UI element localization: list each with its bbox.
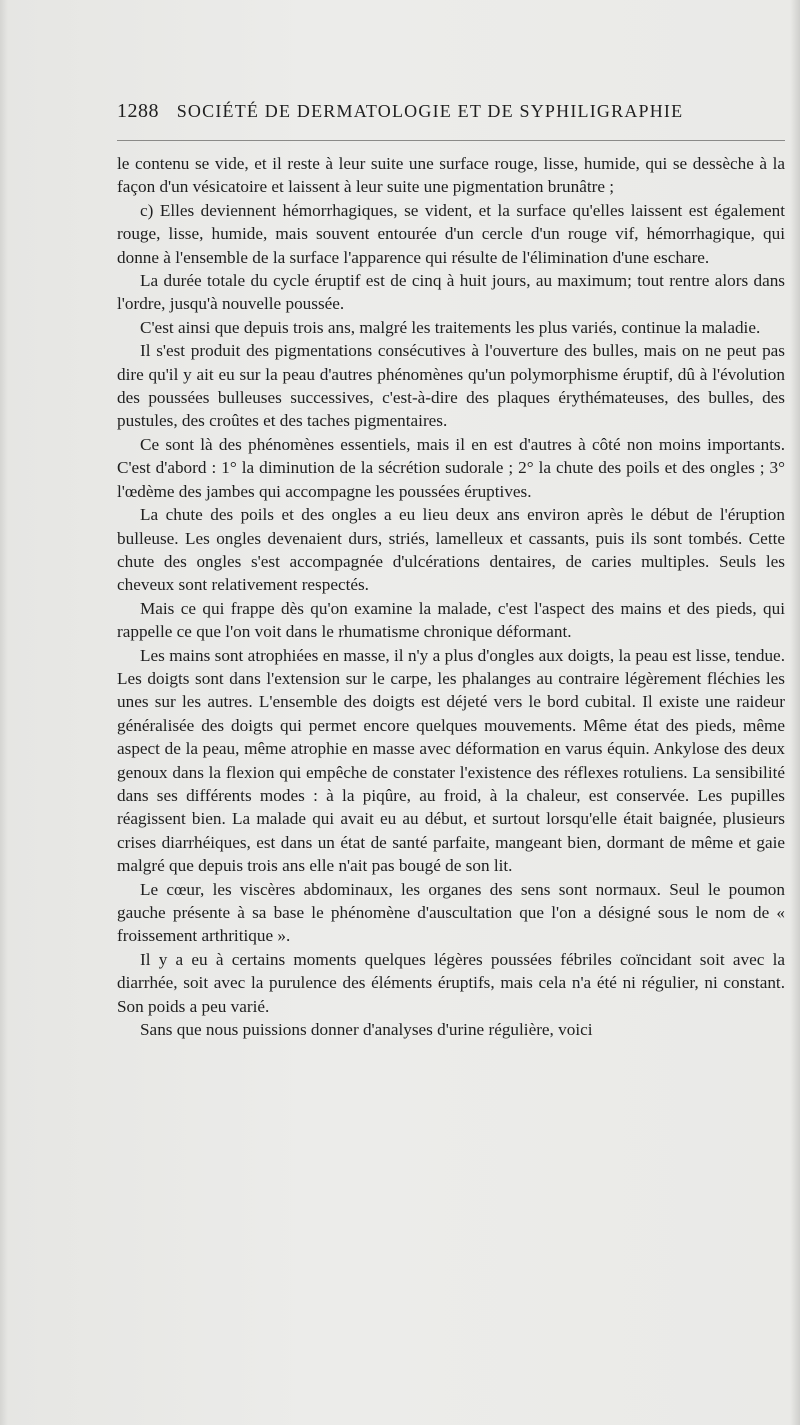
running-header — [117, 100, 787, 130]
body-text — [117, 152, 785, 1041]
paragraph-hands-atrophy: Les mains sont atrophiées en masse, il n'y a plus d'ongles aux doigts, la peau est lisse, tendue. Les doigts sont dans l'extension sur le carpe, les phalanges au contraire légèrement fléchies les unes sur les autres. L'ensemble des doigts est déjeté vers le bord cubital. Il existe une raideur généralisée des doigts qui permet encore quelques mouvements. Même état des pieds, même aspect de la peau, même atrophie en masse avec déformation en varus équin. Ankylose des deux genoux dans la flexion qui empêche de constater l'existence des réflexes rotuliens. La sensibilité dans ses différents modes : à la piqûre, au froid, à la chaleur, est conservée. Les pupilles réagissent bien. La malade qui avait eu au début, et surtout lorsqu'elle était baignée, plusieurs crises diarrhéiques, est dans un état de santé parfaite, mangeant bien, dormant de même et gaie malgré que depuis trois ans elle n'ait pas bougé de son lit. — [117, 645, 785, 876]
header-rule — [117, 140, 785, 141]
paragraph-cycle-duration: La durée totale du cycle éruptif est de cinq à huit jours, au maximum; tout rentre alors dans l'ordre, jusqu'à nouvelle poussée. — [117, 271, 785, 314]
paragraph-haemorrhagic-bullae: c) Elles deviennent hémorrhagiques, se vident, et la surface qu'elles laissent est également rouge, lisse, humide, mais souvent entourée d'un cercle d'un rouge vif, hémorrhagique, qui donne à l'ensemble de la surface l'apparence qui résulte de l'élimination d'une eschare. — [117, 200, 785, 267]
paragraph-pigmentations: Il s'est produit des pigmentations consécutives à l'ouverture des bulles, mais on ne peut pas dire qu'il y ait eu sur la peau d'autres phénomènes qu'un polymorphisme éruptif, dû à l'évolution des poussées bulleuses successives, c'est-à-dire des plaques érythémateuses, des bulles, des pustules, des croûtes et des taches pigmentaires. — [117, 341, 785, 431]
page-number: 1288 — [117, 100, 159, 122]
page-edge-shadow-left — [0, 0, 8, 1425]
paragraph-hair-nail-loss: La chute des poils et des ongles a eu lieu deux ans environ après le début de l'éruption bulleuse. Les ongles devenaient durs, striés, lamelleux et cassants, puis ils sont tombés. Cette chute des ongles s'est accompagnée d'ulcérations dentaires, de caries multiples. Seuls les cheveux sont relativement respectés. — [117, 505, 785, 595]
paragraph-organs: Le cœur, les viscères abdominaux, les organes des sens sont normaux. Seul le poumon gauche présente à sa base le phénomène d'auscultation que l'on a désigné sous le nom de « froissement arthritique ». — [117, 879, 785, 946]
paragraph-other-phenomena: Ce sont là des phénomènes essentiels, mais il en est d'autres à côté non moins importants. C'est d'abord : 1° la diminution de la sécrétion sudorale ; 2° la chute des poils et des ongles ; 3° l'œdème des jambes qui accompagne les poussées éruptives. — [117, 434, 785, 501]
paragraph-hands-feet: Mais ce qui frappe dès qu'on examine la malade, c'est l'aspect des mains et des pieds, qui rappelle ce que l'on voit dans le rhumatisme chronique déformant. — [117, 598, 785, 642]
paragraph-continuation: le contenu se vide, et il reste à leur suite une surface rouge, lisse, humide, qui se dessèche à la façon d'un vésicatoire et laissent à leur suite une pigmentation brunâtre ; — [117, 154, 785, 197]
paragraph-urine-analysis: Sans que nous puissions donner d'analyses d'urine régulière, voici — [140, 1020, 593, 1040]
paragraph-fever: Il y a eu à certains moments quelques légères poussées fébriles coïncidant soit avec la diarrhée, soit avec la purulence des éléments éruptifs, mais cela n'a été ni régulier, ni constant. Son poids a peu varié. — [117, 949, 785, 1016]
running-title: SOCIÉTÉ DE DERMATOLOGIE ET DE SYPHILIGRAPHIE — [176, 101, 684, 121]
paragraph-disease-continues: C'est ainsi que depuis trois ans, malgré les traitements les plus variés, continue la maladie. — [140, 317, 761, 337]
page-edge-shadow-right — [790, 0, 800, 1425]
